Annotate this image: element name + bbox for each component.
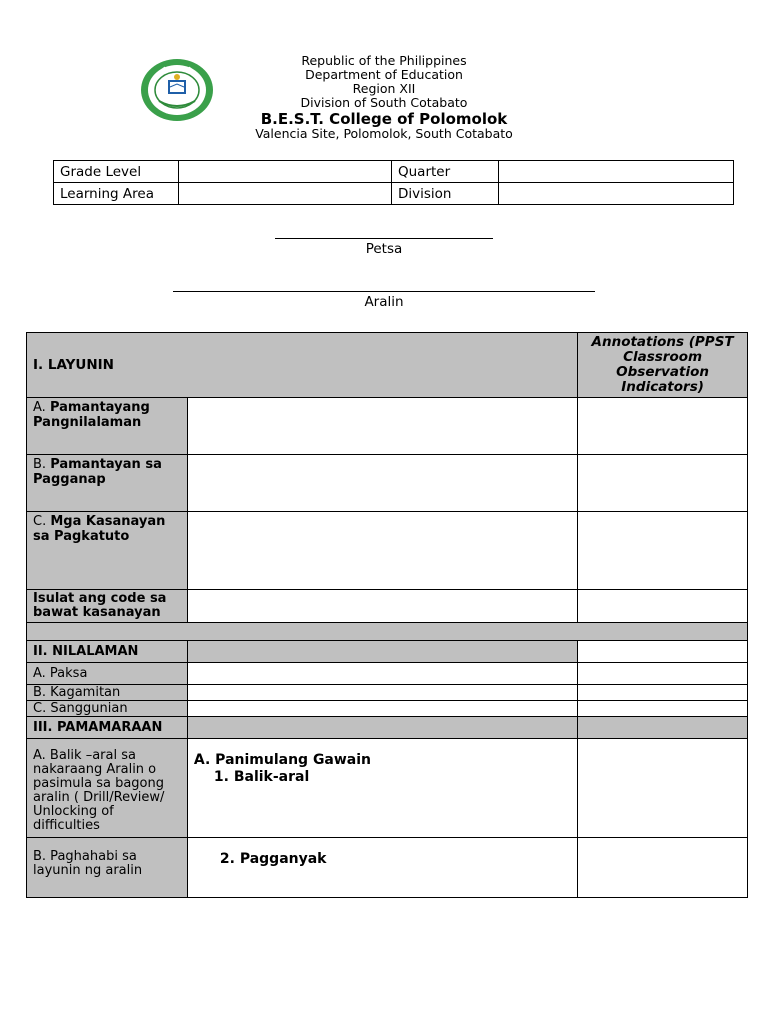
region-text: Region XII bbox=[352, 81, 416, 96]
kagamitan-annotation[interactable] bbox=[578, 685, 748, 701]
sanggunian-label: C. Sanggunian bbox=[33, 701, 128, 716]
kagamitan-cell bbox=[27, 685, 188, 701]
school-name: B.E.S.T. College of Polomolok bbox=[260, 110, 508, 128]
sanggunian-cell bbox=[27, 701, 188, 717]
lesson-plan-table bbox=[26, 332, 748, 898]
division-field[interactable] bbox=[499, 183, 734, 205]
balik-aral-description: A. Balik –aral sa nakaraang Aralin o pasimula sa bagong aralin ( Drill/Review/ Unlocking of difficulties bbox=[33, 748, 165, 833]
pamamaraan-header bbox=[27, 717, 188, 739]
sanggunian-field[interactable] bbox=[187, 701, 577, 717]
isulat-code-cell bbox=[27, 590, 188, 623]
school-site: Valencia Site, Polomolok, South Cotabato bbox=[255, 126, 513, 141]
layunin-text: I. LAYUNIN bbox=[33, 356, 114, 373]
pamantayang-pangnilalaman-field[interactable] bbox=[187, 398, 577, 455]
info-table bbox=[53, 160, 734, 205]
republic-text: Republic of the Philippines bbox=[301, 53, 467, 68]
annotations-header bbox=[578, 333, 748, 398]
paksa-annotation[interactable] bbox=[578, 663, 748, 685]
grade-level-field[interactable] bbox=[179, 161, 392, 183]
balik-aral-annotation[interactable] bbox=[578, 739, 748, 838]
panimulang-gawain-label: A. Panimulang Gawain bbox=[193, 752, 372, 768]
grade-level-label: Grade Level bbox=[54, 161, 179, 183]
paghahabi-annotation[interactable] bbox=[578, 838, 748, 898]
kagamitan-label: B. Kagamitan bbox=[33, 685, 121, 700]
annotations-text: Annotations (PPST Classroom Observation Indicators) bbox=[591, 334, 734, 395]
annotation-a-field[interactable] bbox=[578, 398, 748, 455]
nilalaman-text: II. NILALAMAN bbox=[33, 644, 139, 659]
pamamaraan-header-right bbox=[578, 717, 748, 739]
kasanayan-field[interactable] bbox=[187, 512, 577, 590]
nilalaman-header-mid bbox=[187, 641, 577, 663]
paksa-field[interactable] bbox=[187, 663, 577, 685]
quarter-label: Quarter bbox=[392, 161, 499, 183]
paksa-cell bbox=[27, 663, 188, 685]
panimulang-gawain-field[interactable] bbox=[187, 739, 577, 838]
layunin-header bbox=[27, 333, 578, 398]
learning-area-label: Learning Area bbox=[54, 183, 179, 205]
pamamaraan-text: III. PAMAMARAAN bbox=[33, 720, 163, 735]
pamantayan-pagganap-field[interactable] bbox=[187, 455, 577, 512]
division-text: Division of South Cotabato bbox=[300, 95, 468, 110]
isulat-code-label: Isulat ang code sa bawat kasanayan bbox=[33, 591, 167, 620]
item-c-prefix: C. bbox=[33, 514, 51, 529]
nilalaman-annotation[interactable] bbox=[578, 641, 748, 663]
annotation-c-field[interactable] bbox=[578, 512, 748, 590]
pagganyak-field[interactable] bbox=[187, 838, 577, 898]
quarter-field[interactable] bbox=[499, 161, 734, 183]
aralin-line[interactable] bbox=[173, 291, 595, 292]
item-a-prefix: A. bbox=[33, 400, 50, 415]
pamantayang-pangnilalaman-label: Pamantayang Pangnilalaman bbox=[33, 400, 150, 430]
annotation-code-field[interactable] bbox=[578, 590, 748, 623]
aralin-label: Aralin bbox=[364, 294, 404, 310]
pamantayan-pagganap-cell bbox=[27, 455, 188, 512]
petsa-line[interactable] bbox=[275, 238, 493, 239]
paghahabi-cell bbox=[27, 838, 188, 898]
isulat-code-field[interactable] bbox=[187, 590, 577, 623]
balik-aral-cell bbox=[27, 739, 188, 838]
pamantayang-pangnilalaman-cell bbox=[27, 398, 188, 455]
division-label: Division bbox=[392, 183, 499, 205]
kasanayan-label: Mga Kasanayan sa Pagkatuto bbox=[33, 514, 166, 544]
pagganyak-label: 2. Pagganyak bbox=[219, 851, 327, 867]
pamantayan-pagganap-label: Pamantayan sa Pagganap bbox=[33, 457, 162, 487]
kasanayan-cell bbox=[27, 512, 188, 590]
paghahabi-description: B. Paghahabi sa layunin ng aralin bbox=[33, 849, 143, 878]
paksa-label: A. Paksa bbox=[33, 666, 88, 681]
kagamitan-field[interactable] bbox=[187, 685, 577, 701]
pamamaraan-header-mid bbox=[187, 717, 577, 739]
nilalaman-header bbox=[27, 641, 188, 663]
sanggunian-annotation[interactable] bbox=[578, 701, 748, 717]
separator-row bbox=[27, 623, 748, 641]
department-text: Department of Education bbox=[305, 67, 463, 82]
annotation-b-field[interactable] bbox=[578, 455, 748, 512]
balik-aral-label: 1. Balik-aral bbox=[213, 769, 310, 785]
petsa-label: Petsa bbox=[365, 241, 403, 257]
learning-area-field[interactable] bbox=[179, 183, 392, 205]
item-b-prefix: B. bbox=[33, 457, 51, 472]
